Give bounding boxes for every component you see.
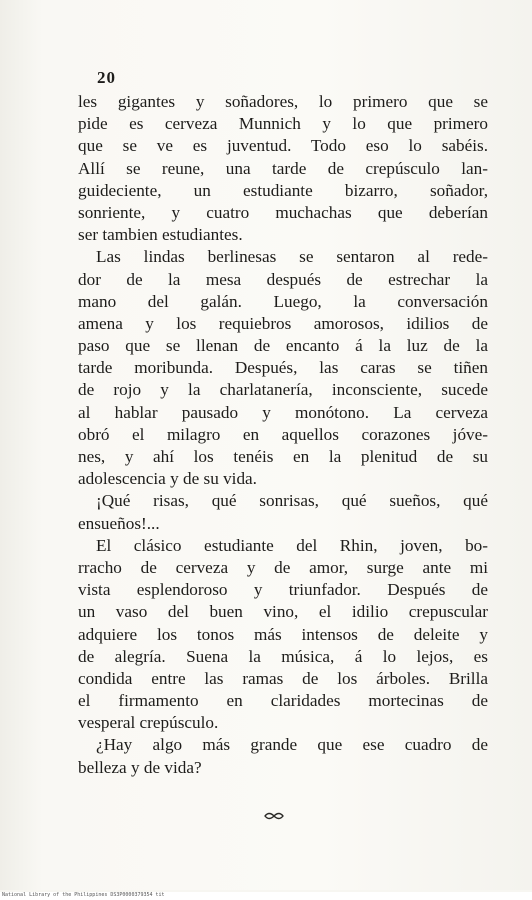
text-line: obró el milagro en aquellos corazones jóve- <box>78 424 488 444</box>
text-line: Allí se reune, una tarde de crepúsculo lan- <box>78 158 488 178</box>
text-line: les gigantes y soñadores, lo primero que se <box>78 92 488 111</box>
text-line: paso que se llenan de encanto á la luz de la <box>78 336 488 356</box>
text-line: vista esplendoroso y triunfador. Después de <box>78 580 488 600</box>
text-line: belleza y de vida? <box>78 757 202 777</box>
text-line: ¿Hay algo más grande que ese cuadro de <box>96 735 488 755</box>
footer-text: National Library of the Philippines DS3P0000379354 tit <box>2 892 165 898</box>
text-line: rracho de cerveza y de amor, surge ante mi <box>78 557 488 577</box>
text-line: El clásico estudiante del Rhin, joven, bo- <box>96 535 488 555</box>
text-line: dor de la mesa después de estrechar la <box>78 269 488 289</box>
text-line: de rojo y la charlatanería, inconsciente, sucede <box>78 380 488 400</box>
text-line: sonriente, y cuatro muchachas que deberían <box>78 202 488 222</box>
text-line: vesperal crepúsculo. <box>78 713 219 733</box>
page-number: 20 <box>97 68 116 87</box>
text-line: de alegría. Suena la música, á lo lejos, es <box>78 646 488 666</box>
text-line: adolescencia y de su vida. <box>78 469 257 489</box>
text-line: ¡Qué risas, qué sonrisas, qué sueños, qué <box>96 491 488 511</box>
text-line: amena y los requiebros amorosos, idilios de <box>78 313 488 333</box>
scan-footer <box>0 892 532 900</box>
text-line: ser tambien estudiantes. <box>78 225 243 245</box>
text-line: Las lindas berlinesas se sentaron al rede- <box>96 247 488 267</box>
text-line: ensueños!... <box>78 513 160 533</box>
text-line: un vaso del buen vino, el idilio crepuscular <box>78 602 488 622</box>
text-line: nes, y ahí los tenéis en la plenitud de su <box>78 447 488 466</box>
text-line: pide es cerveza Munnich y lo que primero <box>78 114 488 134</box>
text-line: mano del galán. Luego, la conversación <box>78 291 488 311</box>
text-line: adquiere los tonos más intensos de deleite y <box>78 624 488 644</box>
text-line: al hablar pausado y monótono. La cerveza <box>78 402 488 422</box>
page-text <box>78 91 488 779</box>
text-line: que se ve es juventud. Todo eso lo sabéis. <box>78 136 488 156</box>
ornament-icon <box>264 808 284 826</box>
text-line: tarde moribunda. Después, las caras se tiñen <box>78 358 488 378</box>
text-line: guideciente, un estudiante bizarro, soñador, <box>78 180 488 200</box>
text-line: condida entre las ramas de los árboles. Brilla <box>78 668 488 688</box>
text-line: el firmamento en claridades mortecinas de <box>78 691 488 711</box>
